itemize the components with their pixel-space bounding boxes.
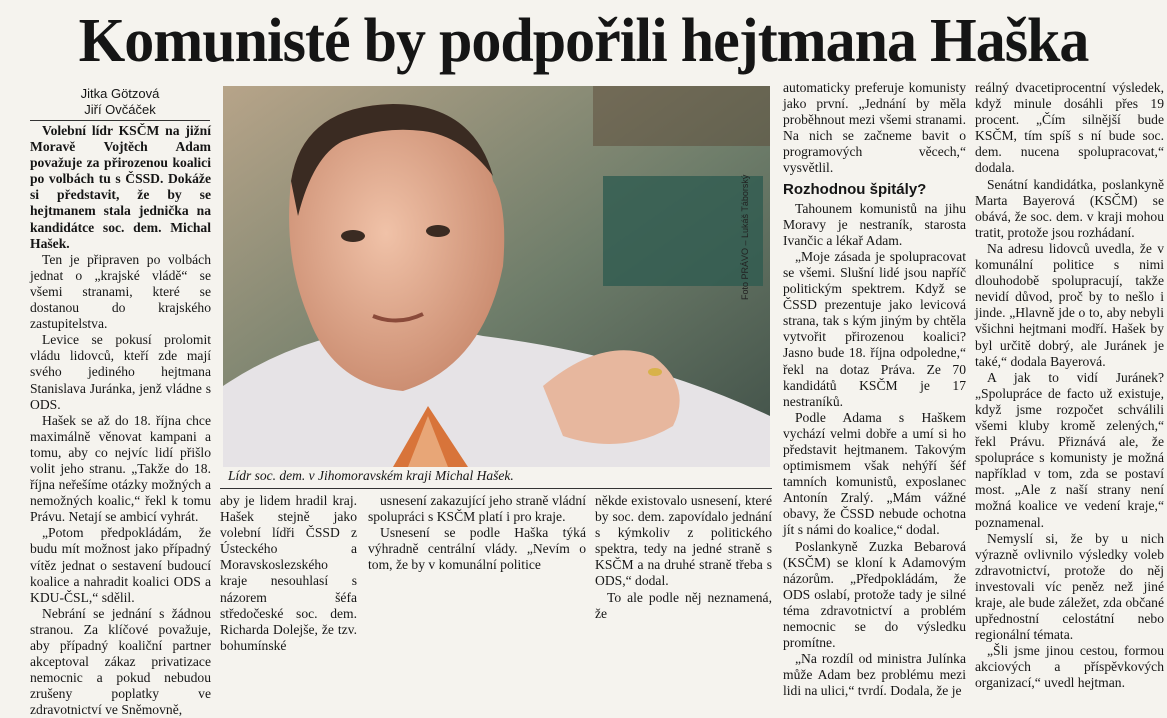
paragraph: usnesení zakazující jeho straně vládní spolupráci s KSČM platí i pro kraje. (368, 493, 586, 525)
paragraph: aby je lidem hradil kraj. Hašek stejně jako volební lídři ČSSD z Ústeckého a Moravskoslezského kraje nesouhlasí s názorem šéfa středočeské soc. dem. Richarda Dolejše, že tzv. bohumínské (220, 493, 357, 653)
column-5 (975, 80, 1164, 691)
column-1 (30, 123, 211, 718)
column-3b (595, 493, 772, 621)
paragraph: někde existovalo usnesení, které by soc. dem. zapovídalo jednání s kýmkoliv z politického spektra, tedy na jedné straně s KSČM a na druhé straně třeba s ODS,“ dodal. (595, 493, 772, 589)
author-2: Jiří Ovčáček (84, 101, 156, 117)
paragraph: Na adresu lidovců uvedla, že v komunální politice s nimi dlouhodobě spolupracují, takže nevidí důvod, proč by to nešlo i jinde. „Hlavně jde o to, aby nebyli všichni hejtmani modří. Hašek by byl určitě dobrý, ale Juránek je také,“ dodala Bayerová. (975, 240, 1164, 369)
paragraph: Nebrání se jednání s žádnou stranou. Za klíčové považuje, aby případný koaliční partner akceptoval zákaz privatizace nemocnic a pokud nebudou zrušeny poplatky ve zdravotnictví ve Sněmovně, (30, 605, 211, 718)
paragraph: „Moje zásada je spolupracovat se všemi. Slušní lidé jsou napříč politickým spektrem. Když se ČSSD prezentuje jako levicová strana, tak s kým jiným by chtěla vytvořit přirozenou koalici? Jasno bude 18. října odpoledne,“ řekl na dotaz Práva. Ze 70 kandidátů KSČM je 17 nestraníků. (783, 248, 966, 409)
column-4 (783, 80, 966, 699)
paragraph: „Na rozdíl od ministra Julínka může Adam bez problému mezi lidi na ulici,“ tvrdí. Dodala, že je (783, 651, 966, 699)
paragraph: automaticky preferuje komunisty jako první. „Jednání by měla proběhnout mezi všemi stranami. Na nich se začneme bavit o programových věcech,“ vysvětlil. (783, 80, 966, 176)
subheading: Rozhodnou špitály? (783, 180, 927, 198)
column-3 (368, 493, 586, 587)
paragraph: Senátní kandidátka, poslankyně Marta Bayerová (KSČM) se obává, že soc. dem. v kraji mohou tratit, protože jsou rozhádaní. (975, 176, 1164, 240)
authors (30, 86, 210, 117)
paragraph: „Šli jsme jinou cestou, formou akciových a příspěvkových organizací,“ uvedl hejtman. (975, 643, 1164, 691)
photo-caption: Lídr soc. dem. v Jihomoravském kraji Michal Hašek. (228, 468, 514, 483)
column-2 (220, 493, 357, 653)
paragraph: Poslankyně Zuzka Bebarová (KSČM) se kloní k Adamovým názorům. „Předpokládám, že ODS oslabí, protože tady je silné téma zdravotnictví a problém nemocnic se do výsledku promítne. (783, 538, 966, 651)
news-photo (223, 86, 770, 467)
paragraph: „Potom předpokládám, že budu mít možnost jako případný vítěz jednat o sestavení budoucí koalice a nahradit koalici ODS a KDU-ČSL,“ sdělil. (30, 525, 211, 605)
author-1: Jitka Götzová (80, 86, 160, 101)
paragraph: Levice se pokusí prolomit vládu lidovců, kteří zde mají svého jediného hejtmana Stanislava Juránka, jenž vládne s ODS. (30, 332, 211, 412)
author-rule (30, 120, 210, 121)
paragraph: Volební lídr KSČM na jižní Moravě Vojtěch Adam považuje za přirozenou koalici po volbách tu s ČSSD. Dokáže si představit, že by se hejtmanem stala jednička na kandidátce soc. dem. Michal Hašek. (30, 123, 211, 251)
paragraph: Hašek se až do 18. října chce maximálně věnovat kampani a tomu, aby co nejvíc lidí přišlo volit jeho stranu. „Takže do 18. října neřešíme otázky možných a nemožných koalic,“ řekl k tomu Právu. Netají se ambicí vyhrát. (30, 412, 211, 525)
paragraph: reálný dvacetiprocentní výsledek, když minule dosáhli přes 19 procent. „Čím silnější bude KSČM, tím spíš s ní bude soc. dem. nucena spolupracovat,“ dodala. (975, 80, 1164, 176)
paragraph: Tahounem komunistů na jihu Moravy je nestraník, starosta Ivančic a lékař Adam. (783, 200, 966, 248)
photo-credit: Foto PRÁVO – Lukáš Táborský (740, 174, 750, 300)
paragraph: A jak to vidí Juránek? „Spolupráce de facto už existuje, když jsme rozpočet schválili všemi kluby kromě zelených,“ řekl Právu. Přiznává ale, že spolupráce s komunisty je možná například v tom, zda se postaví most. „Ale z naší strany není možná koalice ve vedení kraje,“ poznamenal. (975, 369, 1164, 530)
paragraph: Usnesení se podle Haška týká výhradně centrální vlády. „Nevím o tom, že by v komunální politice (368, 525, 586, 573)
paragraph: Podle Adama s Haškem vychází velmi dobře a umí si ho představit hejtmanem. Takovým optimismem však nehýří šéf tamních komunistů, exposlanec Antonín Zralý. „Mám vážné obavy, že ČSSD nebude ochotna jít s námi do koalice,“ dodal. (783, 409, 966, 538)
paragraph: Nemyslí si, že by u nich výrazně ovlivnilo výsledky voleb zdravotnictví, protože do něj investovali víc peněz než jiné kraje, ale bude záležet, zda občané upřednostní celostátní nebo regionální témata. (975, 530, 1164, 643)
caption-rule (220, 488, 772, 489)
portrait-illustration (223, 86, 770, 467)
paragraph: Ten je připraven po volbách jednat o „krajské vládě“ se všemi stranami, které se dostanou do krajského zastupitelstva. (30, 251, 211, 332)
paragraph: To ale podle něj neznamená, že (595, 589, 772, 621)
headline: Komunisté by podpořili hejtmana Haška (78, 5, 1089, 75)
